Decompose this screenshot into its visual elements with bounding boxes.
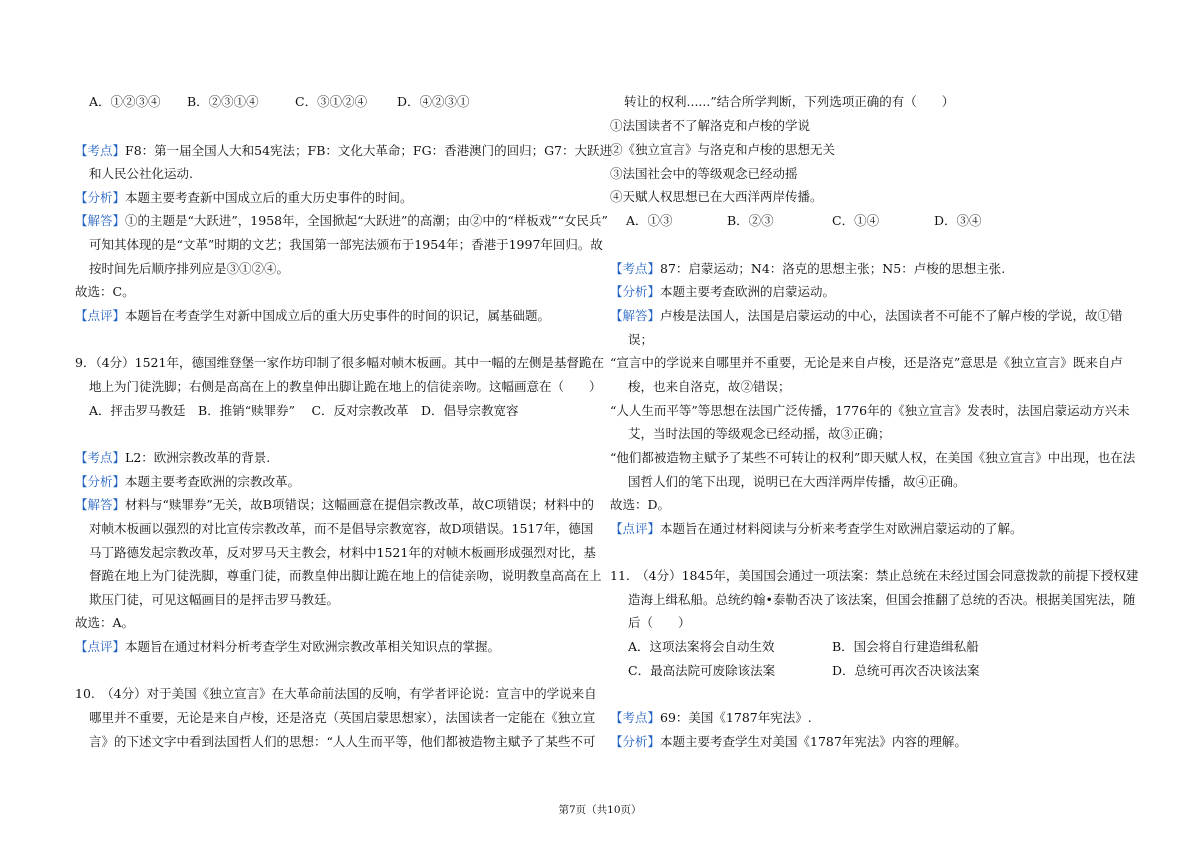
q9-answer: 故选：A。 xyxy=(75,615,135,630)
dianping-tag: 【点评】 xyxy=(610,521,661,536)
q9-fenxi-text: 本题主要考查欧洲的宗教改革。 xyxy=(125,474,301,489)
q10-option-d: D．③④ xyxy=(934,213,982,228)
q8-option-b: B．②③①④ xyxy=(187,94,259,109)
q10-option-b: B．②③ xyxy=(727,213,774,228)
kaodian-tag: 【考点】 xyxy=(75,450,126,465)
q10-jieda-line8: 国哲人们的笔下出现，说明已在大西洋两岸传播，故④正确。 xyxy=(628,474,966,489)
q10-stem-line2: 哪里并不重要，无论是来自卢梭，还是洛克（英国启蒙思想家），法国读者一定能在《独立宣 xyxy=(89,710,596,725)
kaodian-tag: 【考点】 xyxy=(75,143,126,158)
q8-fenxi-text: 本题主要考查新中国成立后的重大历史事件的时间。 xyxy=(125,190,413,205)
q10-dianping-text: 本题旨在通过材料阅读与分析来考查学生对欧洲启蒙运动的了解。 xyxy=(660,521,1023,536)
q11-fenxi-text: 本题主要考查学生对美国《1787年宪法》内容的理解。 xyxy=(660,734,967,749)
q8-option-d: D．④②③① xyxy=(397,94,470,109)
dianping-tag: 【点评】 xyxy=(75,308,126,323)
q10-option-a: A．①③ xyxy=(626,213,673,228)
q10-statement-1: ①法国读者不了解洛克和卢梭的学说 xyxy=(610,118,811,133)
page-footer: 第7页（共10页） xyxy=(558,804,642,816)
q9-jieda-text: 材料与“赎罪券”无关，故B项错误；这幅画意在提倡宗教改革，故C项错误；材料中的 xyxy=(125,497,595,512)
fenxi-tag: 【分析】 xyxy=(610,284,661,299)
jieda-tag: 【解答】 xyxy=(75,213,126,228)
q10-kaodian-text: 87：启蒙运动；N4：洛克的思想主张；N5：卢梭的思想主张. xyxy=(660,261,1006,276)
q9-jieda-line5: 欺压门徒，可见这幅画目的是抨击罗马教廷。 xyxy=(89,592,340,607)
q9-jieda-line4: 督跪在地上为门徒洗脚，尊重门徒，而教皇伸出脚让跪在地上的信徒亲吻，说明教皇高高在上 xyxy=(89,568,602,583)
q10-jieda-line3: “宣言中的学说来自哪里并不重要，无论是来自卢梭，还是洛克”意思是《独立宣言》既来自卢 xyxy=(610,355,1123,370)
q9-stem: 9．（4分）1521年，德国维登堡一家作坊印制了很多幅对帧木板画。其中一幅的左侧是基督跪在 xyxy=(75,355,604,370)
q11-stem-line3: 后（ ） xyxy=(628,615,691,630)
q8-jieda-text: ①的主题是“大跃进”，1958年，全国掀起“大跃进”的高潮；由②中的“样板戏”“女民兵” xyxy=(125,213,608,228)
fenxi-tag: 【分析】 xyxy=(75,474,126,489)
q8-dianping-text: 本题旨在考查学生对新中国成立后的重大历史事件的时间的识记，属基础题。 xyxy=(125,308,551,323)
q10-statement-3: ③法国社会中的等级观念已经动摇 xyxy=(610,166,798,181)
q8-dianping xyxy=(75,308,550,324)
q10-jieda-line6: 艾，当时法国的等级观念已经动摇，故③正确； xyxy=(628,426,891,441)
kaodian-tag: 【考点】 xyxy=(610,710,661,725)
q10-jieda-line2: 误； xyxy=(628,332,654,347)
q10-jieda-line7: “他们都被造物主赋予了某些不可转让的权利”即天赋人权，在美国《独立宣言》中出现，也在法 xyxy=(610,450,1136,465)
q10-jieda xyxy=(610,308,1123,324)
q11-option-c: C．最高法院可废除该法案 xyxy=(628,663,776,678)
q10-stem-line4: 转让的权利......”结合所学判断，下列选项正确的有（ ） xyxy=(624,94,955,109)
q10-dianping xyxy=(610,521,1023,537)
q9-stem-line2: 地上为门徒洗脚；右侧是高高在上的教皇伸出脚让跪在地上的信徒亲吻。这幅画意在（ ） xyxy=(89,379,602,394)
q9-jieda-line2: 对帧木板画以强烈的对比宣传宗教改革，而不是倡导宗教宽容，故D项错误。1517年，德国 xyxy=(89,521,594,536)
q9-jieda-line3: 马丁路德发起宗教改革，反对罗马天主教会，材料中1521年的对帧木板画形成强烈对比，基 xyxy=(89,545,596,560)
q8-kaodian-cont: 和人民公社化运动. xyxy=(89,166,193,181)
q9-kaodian xyxy=(75,450,270,466)
q10-statement-2: ②《独立宣言》与洛克和卢梭的思想无关 xyxy=(610,142,836,157)
q10-fenxi-text: 本题主要考查欧洲的启蒙运动。 xyxy=(660,284,836,299)
dianping-tag: 【点评】 xyxy=(75,639,126,654)
q11-option-b: B．国会将自行建造缉私船 xyxy=(832,639,979,654)
q11-stem: 11. （4分）1845年，美国国会通过一项法案：禁止总统在未经过国会同意拨款的前提下授权建 xyxy=(610,568,1139,583)
q11-fenxi xyxy=(610,734,967,750)
q8-kaodian-text: F8：第一届全国人大和54宪法；FB：文化大革命；FG：香港澳门的回归；G7：大跃进 xyxy=(125,143,613,158)
q8-jieda-line2: 可知其体现的是“文革”时期的文艺；我国第一部宪法颁布于1954年；香港于1997年回归。故 xyxy=(89,237,603,252)
q8-option-a: A．①②③④ xyxy=(89,94,161,109)
q9-options: A．抨击罗马教廷 B．推销“赎罪券” C．反对宗教改革 D．倡导宗教宽容 xyxy=(89,403,519,418)
q9-fenxi xyxy=(75,474,300,490)
q10-jieda-text: 卢梭是法国人，法国是启蒙运动的中心，法国读者不可能不了解卢梭的学说，故①错 xyxy=(660,308,1123,323)
q9-kaodian-text: L2：欧洲宗教改革的背景. xyxy=(125,450,271,465)
q9-dianping xyxy=(75,639,500,655)
q10-answer: 故选：D。 xyxy=(610,497,671,512)
q11-option-a: A．这项法案将会自动生效 xyxy=(628,639,775,654)
q10-stem: 10. （4分）对于美国《独立宣言》在大革命前法国的反响，有学者评论说：宣言中的学说来自 xyxy=(75,686,597,701)
q8-kaodian xyxy=(75,143,612,159)
q10-kaodian xyxy=(610,261,1005,277)
q8-option-c: C．③①②④ xyxy=(295,94,368,109)
q11-kaodian-text: 69：美国《1787年宪法》. xyxy=(660,710,812,725)
fenxi-tag: 【分析】 xyxy=(610,734,661,749)
q8-fenxi xyxy=(75,190,413,206)
q9-jieda xyxy=(75,497,594,513)
q8-jieda xyxy=(75,213,608,229)
q10-fenxi xyxy=(610,284,835,300)
jieda-tag: 【解答】 xyxy=(75,497,126,512)
jieda-tag: 【解答】 xyxy=(610,308,661,323)
kaodian-tag: 【考点】 xyxy=(610,261,661,276)
q11-kaodian xyxy=(610,710,812,726)
q10-option-c: C．①④ xyxy=(832,213,880,228)
fenxi-tag: 【分析】 xyxy=(75,190,126,205)
q8-answer: 故选：C。 xyxy=(75,284,135,299)
q11-option-d: D．总统可再次否决该法案 xyxy=(832,663,980,678)
q10-stem-line3: 言》的下述文字中看到法国哲人们的思想：“人人生而平等，他们都被造物主赋予了某些不可 xyxy=(89,734,596,749)
q11-stem-line2: 造海上缉私船。总统约翰•泰勒否决了该法案，但国会推翻了总统的否决。根据美国宪法，随 xyxy=(628,592,1136,607)
q8-jieda-line3: 按时间先后顺序排列应是③①②④。 xyxy=(89,261,290,276)
q9-dianping-text: 本题旨在通过材料分析考查学生对欧洲宗教改革相关知识点的掌握。 xyxy=(125,639,501,654)
q10-jieda-line5: “人人生而平等”等思想在法国广泛传播，1776年的《独立宣言》发表时，法国启蒙运动方兴未 xyxy=(610,403,1130,418)
q10-jieda-line4: 梭，也来自洛克，故②错误； xyxy=(628,379,791,394)
q10-statement-4: ④天赋人权思想已在大西洋两岸传播。 xyxy=(610,189,823,204)
